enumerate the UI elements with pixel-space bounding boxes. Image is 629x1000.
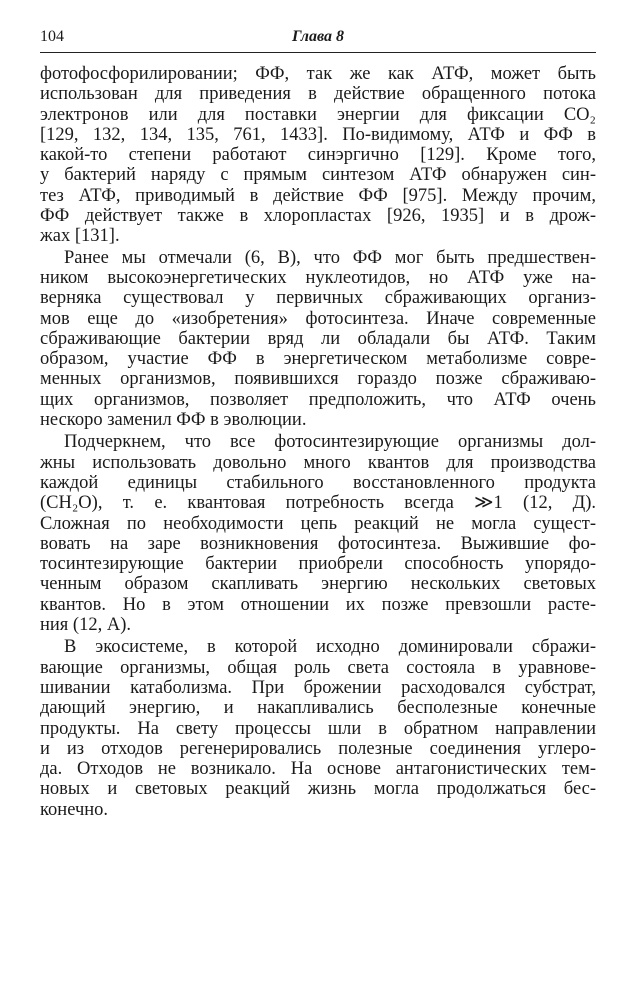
text-line: Подчеркнем, что все фотосинтезирующие организмы дол- [64, 432, 596, 453]
text-line: тез АТФ, приводимый в действие ФФ [975]. Между прочим, [40, 185, 596, 206]
text-line: жны использовать довольно много квантов для производства [40, 452, 596, 473]
text-line: у бактерий наряду с прямым синтезом АТФ обнаружен син- [40, 165, 596, 186]
text-line: вающие организмы, общая роль света состояла в уравнове- [40, 657, 596, 678]
text-line: конечно. [40, 799, 109, 820]
text-line: менных организмов, появившихся гораздо позже сбраживаю- [40, 369, 596, 390]
text-line: Ранее мы отмечали (6, В), что ФФ мог быть предшествен- [64, 247, 596, 268]
text-line: использован для приведения в действие обращенного потока [40, 84, 596, 105]
text-line: квантов. Но в этом отношении их позже превзошли расте- [40, 594, 596, 615]
text-line: В экосистеме, в которой исходно доминировали сбражи- [64, 637, 596, 658]
text-line: нескоро заменил ФФ в эволюции. [40, 410, 307, 431]
header-rule [40, 52, 596, 53]
text-line: продукты. На свету процессы шли в обратном направлении [40, 718, 596, 739]
text-line: образом, участие ФФ в энергетическом метаболизме совре- [40, 349, 596, 370]
page-body [40, 64, 596, 820]
paragraph-3 [40, 432, 596, 635]
text-line: щих организмов, позволяет предположить, что АТФ очень [40, 389, 596, 410]
text-line: ФФ действует также в хлоропластах [926, 1935] и в дрож- [40, 206, 596, 227]
text-line: ния (12, А). [40, 615, 131, 636]
text-line: мов еще до «изобретения» фотосинтеза. Иначе современные [40, 308, 596, 329]
paragraph-1 [40, 64, 596, 247]
text-line: каждой единицы стабильного восстановленного продукта [40, 472, 596, 493]
text-line: вовать на заре возникновения фотосинтеза. Выжившие фо- [40, 533, 596, 554]
text-line: новых и световых реакций жизнь могла продолжаться бес- [40, 779, 596, 800]
page-number: 104 [40, 28, 64, 45]
paragraph-4 [40, 637, 596, 820]
text-line: верняка существовал у первичных сбраживающих организ- [40, 288, 596, 309]
text-line: электронов или для поставки энергии для фиксации CO₂ [40, 104, 596, 125]
paragraph-2 [40, 248, 596, 431]
text-line: жах [131]. [40, 226, 120, 247]
chapter-title: Глава 8 [291, 28, 345, 45]
text-line: тосинтезирующие бактерии приобрели способность упорядо- [40, 554, 596, 575]
text-line: и из отходов регенерировались полезные соединения углеро- [40, 738, 596, 759]
text-line: шивании катаболизма. При брожении расходовался субстрат, [40, 677, 596, 698]
text-line: (CH₂O), т. е. квантовая потребность всегда ≫1 (12, Д). [40, 493, 596, 514]
text-line: сбраживающие бактерии вряд ли обладали бы АТФ. Таким [40, 328, 596, 349]
text-line: [129, 132, 134, 135, 761, 1433]. По-видимому, АТФ и ФФ в [40, 124, 596, 145]
text-line: ником высокоэнергетических нуклеотидов, но АТФ уже на- [40, 267, 596, 288]
text-line: какой-то степени работают синэргично [129]. Кроме того, [40, 145, 596, 166]
text-line: Сложная по необходимости цепь реакций не могла сущест- [40, 513, 596, 534]
text-line: ченным образом скапливать энергию нескольких световых [40, 574, 596, 595]
text-line: фотофосфорилировании; ФФ, так же как АТФ, может быть [40, 64, 596, 84]
text-line: да. Отходов не возникало. На основе антагонистических тем- [40, 759, 596, 780]
text-line: дающий энергию, и накапливались бесполезные конечные [40, 698, 596, 719]
